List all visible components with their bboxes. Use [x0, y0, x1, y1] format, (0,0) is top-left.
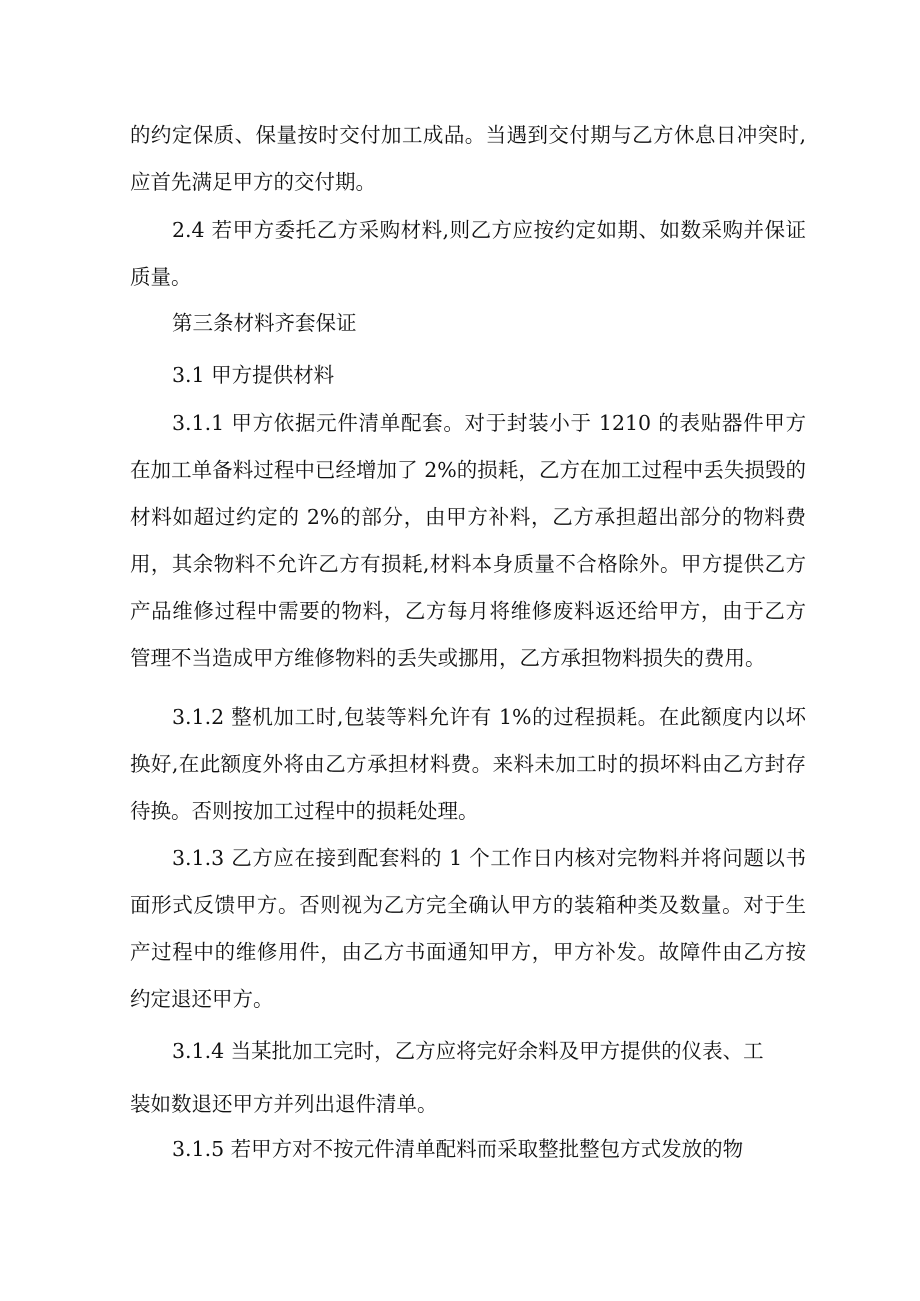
paragraph-2-4: 2.4 若甲方委托乙方采购材料,则乙方应按约定如期、如数采购并保证质量。 — [130, 218, 806, 289]
paragraph-3-1-4-line2: 装如数退还甲方并列出退件清单。 — [130, 1092, 438, 1116]
paragraph-3-1-4-line1: 3.1.4 当某批加工完时，乙方应将完好余料及甲方提供的仪表、工 — [172, 1039, 764, 1063]
paragraph-3-1-1: 3.1.1 甲方依据元件清单配套。对于封装小于 1210 的表贴器件甲方在加工单备料过程中已经增加了 2%的损耗，乙方在加工过程中丢失损毁的材料如超过约定的 2%的部分，由甲方补料，乙方承担超出部分的物料费用，其余物料不允许乙方有损耗,材料本身质量不合格除外。甲方提供乙方产品维修过程中需要的物料，乙方每月将维修废料返还给甲方，由于乙方管理不当造成甲方维修物料的丢失或挪用，乙方承担物料损失的费用。 — [130, 411, 806, 670]
paragraph-3-1-2: 3.1.2 整机加工时,包装等料允许有 1%的过程损耗。在此额度内以坏换好,在此额度外将由乙方承担材料费。来料未加工时的损坏料由乙方封存待换。否则按加工过程中的损耗处理。 — [130, 705, 806, 823]
paragraph-3-1-5: 3.1.5 若甲方对不按元件清单配料而采取整批整包方式发放的物 — [172, 1137, 744, 1161]
paragraph-delivery-priority: 的约定保质、保量按时交付加工成品。当遇到交付期与乙方休息日冲突时,应首先满足甲方的交付期。 — [130, 123, 806, 194]
paragraph-3-1-3: 3.1.3 乙方应在接到配套料的 1 个工作日内核对完物料并将问题以书面形式反馈甲方。否则视为乙方完全确认甲方的装箱种类及数量。对于生产过程中的维修用件，由乙方书面通知甲方，甲方补发。故障件由乙方按约定退还甲方。 — [130, 846, 806, 1011]
section-heading-article-3: 第三条材料齐套保证 — [172, 311, 357, 335]
paragraph-3-1: 3.1 甲方提供材料 — [172, 363, 335, 387]
